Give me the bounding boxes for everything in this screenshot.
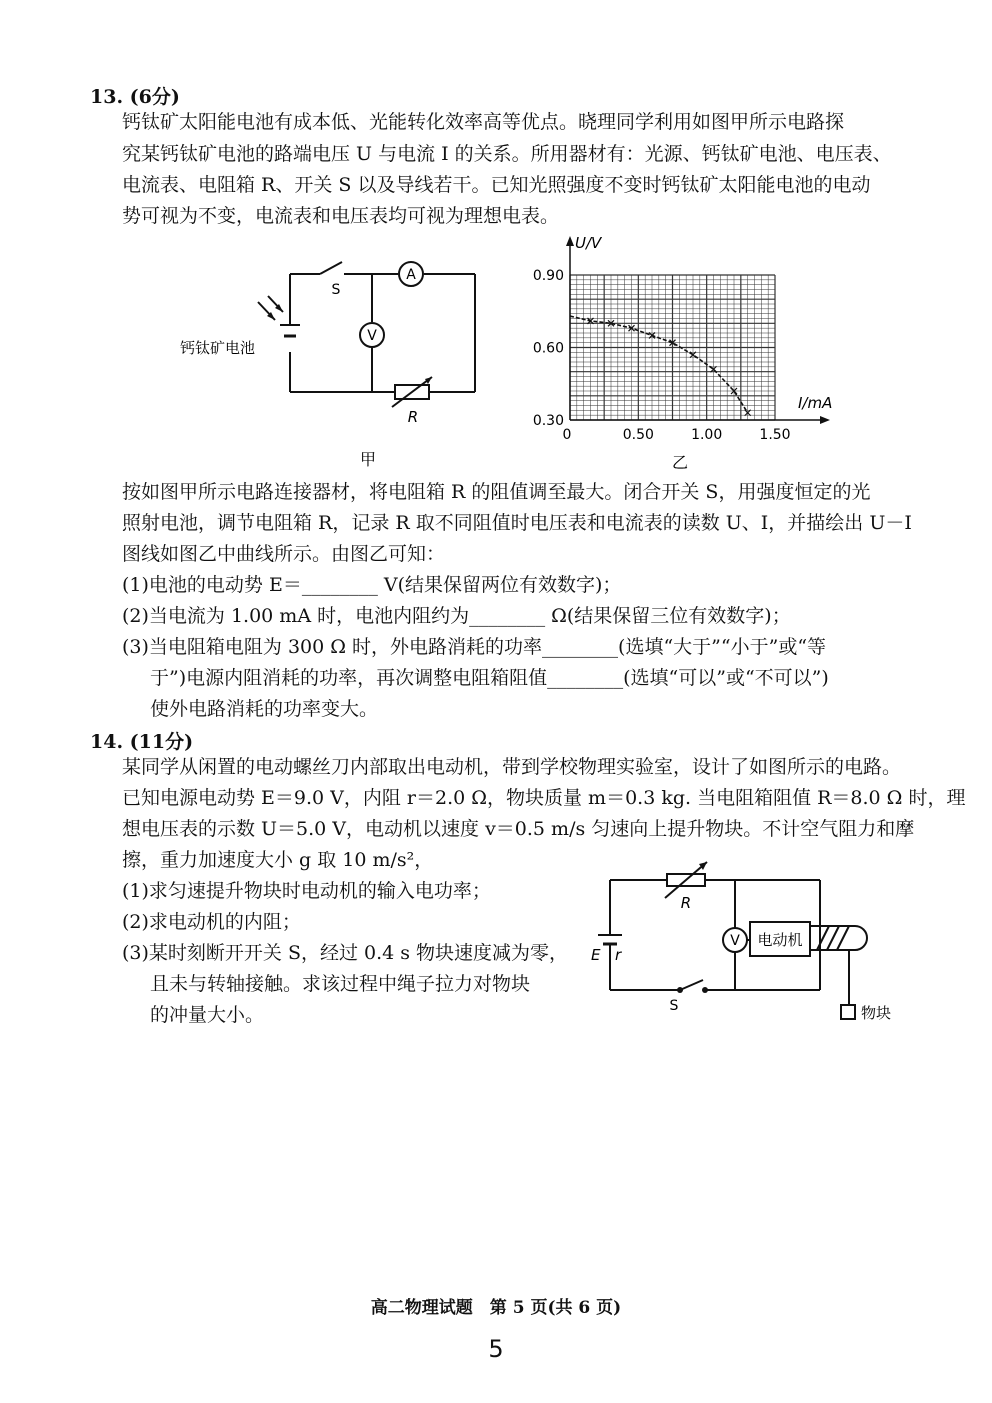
y-axis-arrow bbox=[566, 236, 574, 246]
q13-body-line-1: 按如图甲所示电路连接器材，将电阻箱 R 的阻值调至最大。闭合开关 S，用强度恒定的光 bbox=[122, 481, 871, 503]
q13-intro-line-3: 电流表、电阻箱 R、开关 S 以及导线若干。已知光照强度不变时钙钛矿太阳能电池的电动 bbox=[122, 174, 871, 196]
q14-emf-label: E bbox=[591, 946, 601, 964]
q13-sub2: (2)当电流为 1.00 mA 时，电池内阻约为________ Ω(结果保留三位有效数字)； bbox=[122, 605, 791, 627]
q14-motor-label: 电动机 bbox=[757, 931, 803, 949]
y-axis-label: U/V bbox=[575, 234, 602, 252]
y-tick-label: 0.60 bbox=[532, 340, 564, 357]
switch-label: S bbox=[331, 282, 341, 298]
q14-intro-line-4: 擦，重力加速度大小 g 取 10 m/s²， bbox=[122, 849, 434, 871]
q14-block-label: 物块 bbox=[861, 1004, 892, 1022]
q14-sub3-line-1: (3)某时刻断开开关 S，经过 0.4 s 物块速度减为零， bbox=[122, 942, 569, 964]
page-number: 5 bbox=[488, 1335, 504, 1363]
q13-intro-line-2: 究某钙钛矿电池的路端电压 U 与电流 I 的关系。所用器材有：光源、钙钛矿电池、电压表、 bbox=[122, 143, 892, 165]
page-footer: 高二物理试题 第 5 页(共 6 页) bbox=[370, 1298, 622, 1318]
x-axis-label: I/mA bbox=[798, 394, 833, 412]
q14-resistor-label: R bbox=[680, 894, 692, 912]
q14-sub1: (1)求匀速提升物块时电动机的输入电功率； bbox=[122, 880, 491, 902]
q14-voltmeter-label: V bbox=[730, 933, 740, 949]
x-tick-label: 1.00 bbox=[691, 427, 723, 443]
y-tick-label: 0.30 bbox=[532, 413, 564, 429]
chart-grid bbox=[570, 275, 775, 420]
x-tick-label: 0.50 bbox=[622, 427, 654, 443]
q13-sub3-line-2: 于”)电源内阻消耗的功率，再次调整电阻箱阻值________(选填“可以”或“不可以”) bbox=[150, 667, 829, 689]
figure-a-caption: 甲 bbox=[359, 450, 377, 469]
q14-sub2: (2)求电动机的内阻； bbox=[122, 911, 301, 933]
q13-number: 13. (6分) bbox=[90, 86, 180, 108]
q13-sub3-line-1: (3)当电阻箱电阻为 300 Ω 时，外电路消耗的功率________(选填“大于”“小于”或“等 bbox=[122, 636, 827, 658]
q14-sub3-line-2: 且未与转轴接触。求该过程中绳子拉力对物块 bbox=[150, 973, 531, 995]
q13-intro-line-1: 钙钛矿太阳能电池有成本低、光能转化效率高等优点。晓理同学利用如图甲所示电路探 bbox=[122, 111, 845, 133]
figure-b-caption: 乙 bbox=[671, 453, 689, 472]
q13-body-line-2: 照射电池，调节电阻箱 R，记录 R 取不同阻值时电压表和电流表的读数 U、I，并描绘出 U－I bbox=[122, 512, 912, 534]
ui-chart bbox=[520, 230, 850, 475]
ammeter-label: A bbox=[406, 267, 416, 283]
q14-intro-line-3: 想电压表的示数 U＝5.0 V，电动机以速度 v＝0.5 m/s 匀速向上提升物块。不计空气阻力和摩 bbox=[122, 818, 915, 840]
q14-intro-line-2: 已知电源电动势 E＝9.0 V，内阻 r＝2.0 Ω，物块质量 m＝0.3 kg. 当电阻箱阻值 R＝8.0 Ω 时，理 bbox=[122, 787, 966, 809]
voltmeter-label: V bbox=[367, 328, 377, 344]
circuit-figure-q14 bbox=[585, 860, 905, 1035]
cell-label: 钙钛矿电池 bbox=[180, 339, 256, 357]
q14-intro-line-1: 某同学从闲置的电动螺丝刀内部取出电动机，带到学校物理实验室，设计了如图所示的电路。 bbox=[122, 756, 902, 778]
x-tick-label: 1.50 bbox=[759, 427, 791, 443]
chart-axes bbox=[532, 236, 833, 443]
resistor-label: R bbox=[407, 408, 419, 426]
q13-sub3-line-3: 使外电路消耗的功率变大。 bbox=[150, 698, 379, 720]
q14-internal-resistance-label: r bbox=[615, 946, 622, 964]
x-axis-arrow bbox=[820, 416, 830, 424]
q13-sub1: (1)电池的电动势 E＝________ V(结果保留两位有效数字)； bbox=[122, 574, 622, 596]
x-tick-label: 0 bbox=[562, 427, 572, 443]
y-tick-label: 0.90 bbox=[532, 268, 564, 284]
q14-switch-label: S bbox=[669, 998, 679, 1014]
q13-body-line-3: 图线如图乙中曲线所示。由图乙可知： bbox=[122, 543, 446, 565]
q14-number: 14. (11分) bbox=[90, 731, 194, 753]
circuit-figure-a bbox=[180, 240, 490, 470]
q13-intro-line-4: 势可视为不变，电流表和电压表均可视为理想电表。 bbox=[122, 205, 560, 227]
q14-sub3-line-3: 的冲量大小。 bbox=[150, 1004, 265, 1026]
